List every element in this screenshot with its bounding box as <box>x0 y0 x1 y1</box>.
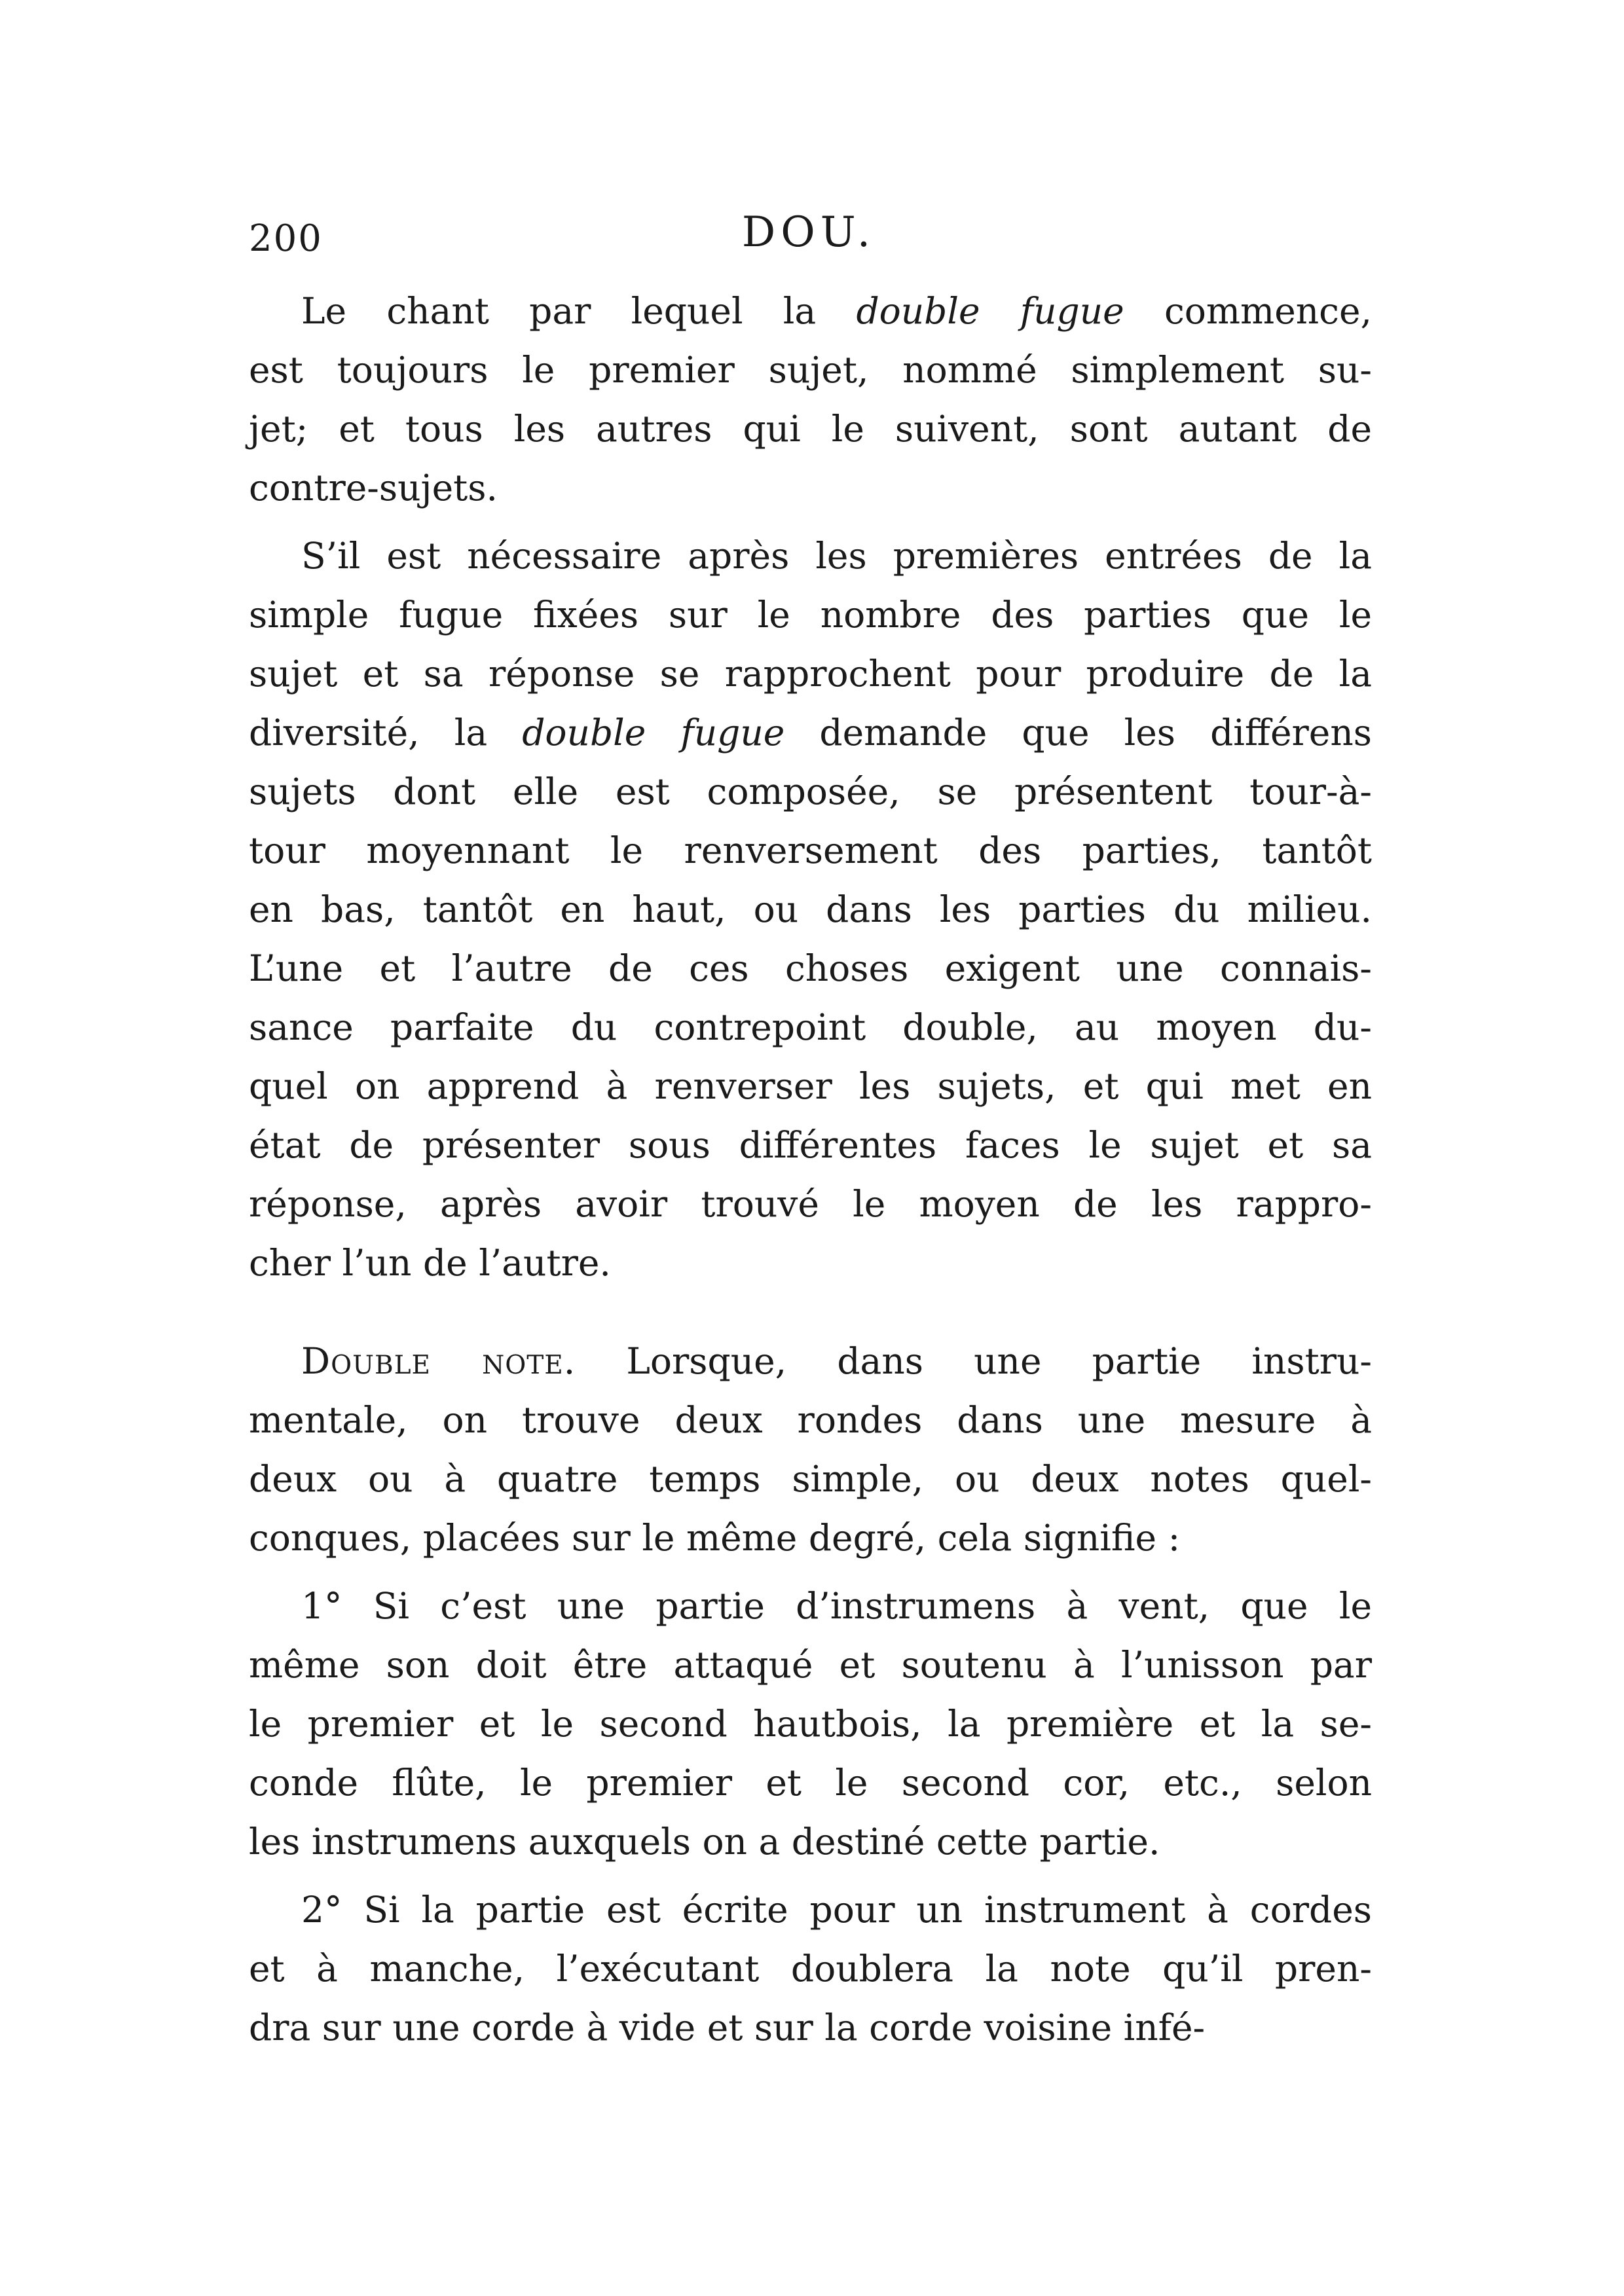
text-line <box>249 1449 1372 1508</box>
text-run: conde flûte, le premier et le second cor, etc., selon <box>249 1762 1372 1804</box>
text-run: sujet et sa réponse se rapprochent pour produire de la <box>249 653 1372 695</box>
text-line <box>249 340 1372 399</box>
text-line <box>249 399 1372 458</box>
text-line <box>249 1116 1372 1175</box>
text-line <box>249 458 1372 517</box>
page-number: 200 <box>249 217 323 260</box>
text-line <box>249 703 1372 762</box>
text-run: deux ou à quatre temps simple, ou deux notes quel- <box>249 1458 1372 1500</box>
text-line <box>249 1508 1372 1567</box>
running-head <box>249 208 1369 267</box>
text-run: état de présenter sous différentes faces le sujet et sa <box>249 1124 1372 1166</box>
text-run: réponse, après avoir trouvé le moyen de les rappro- <box>249 1183 1372 1225</box>
text-run: 1° Si c’est une partie d’instrumens à vent, que le <box>301 1585 1372 1627</box>
text-run: L’une et l’autre de ces choses exigent une connais- <box>249 947 1372 989</box>
text-line <box>249 998 1372 1057</box>
text-run: sujets dont elle est composée, se présentent tour-à- <box>249 771 1372 812</box>
text-run: dra sur une corde à vide et sur la corde voisine infé- <box>249 2007 1206 2049</box>
text-run: tour moyennant le renversement des parties, tantôt <box>249 829 1372 871</box>
text-line <box>249 1233 1372 1292</box>
paragraph-double-fugue-subject <box>249 282 1372 517</box>
text-run: même son doit être attaqué et soutenu à l’unisson par <box>249 1644 1372 1686</box>
text-line <box>249 1812 1372 1871</box>
italic-term: double fugue <box>856 290 1124 332</box>
body-text <box>249 282 1372 2057</box>
text-run: en bas, tantôt en haut, ou dans les parties du milieu. <box>249 888 1372 930</box>
paragraph-double-note-entry <box>249 1332 1372 1567</box>
running-head-word: DOU. <box>741 208 876 257</box>
text-line <box>249 939 1372 998</box>
text-line <box>249 1880 1372 1939</box>
text-line <box>249 585 1372 644</box>
text-line <box>249 1694 1372 1753</box>
text-line <box>249 526 1372 585</box>
text-run: commence, <box>1124 290 1373 332</box>
paragraph-double-fugue-development <box>249 526 1372 1292</box>
text-run: quel on apprend à renverser les sujets, et qui met en <box>249 1065 1372 1107</box>
text-run: le premier et le second hautbois, la première et la se- <box>249 1703 1372 1745</box>
entry-headword: Double note. <box>301 1340 576 1382</box>
text-line <box>249 1998 1372 2057</box>
text-line <box>249 1635 1372 1694</box>
text-run: cher l’un de l’autre. <box>249 1242 611 1284</box>
text-run: est toujours le premier sujet, nommé simplement su- <box>249 349 1372 391</box>
text-run: et à manche, l’exécutant doublera la note qu’il pren- <box>249 1948 1372 1990</box>
paragraph-string-instruments <box>249 1880 1372 2057</box>
text-line <box>249 1391 1372 1449</box>
text-run: Lorsque, dans une partie instru- <box>576 1340 1372 1382</box>
text-run: conques, placées sur le même degré, cela signifie : <box>249 1517 1181 1559</box>
text-line <box>249 282 1372 340</box>
text-line <box>249 1939 1372 1998</box>
text-run: les instrumens auxquels on a destiné cette partie. <box>249 1821 1160 1863</box>
text-run: 2° Si la partie est écrite pour un instrument à cordes <box>301 1889 1372 1931</box>
text-line <box>249 821 1372 880</box>
text-line <box>249 1753 1372 1812</box>
text-run: jet; et tous les autres qui le suivent, sont autant de <box>249 408 1372 450</box>
text-line <box>249 644 1372 703</box>
text-line <box>249 880 1372 939</box>
text-run: sance parfaite du contrepoint double, au moyen du- <box>249 1006 1372 1048</box>
paragraph-wind-instruments <box>249 1576 1372 1871</box>
text-line <box>249 1057 1372 1116</box>
text-line <box>249 1175 1372 1233</box>
text-run: demande que les différens <box>784 712 1372 754</box>
text-line <box>249 762 1372 821</box>
text-run: mentale, on trouve deux rondes dans une mesure à <box>249 1399 1372 1441</box>
text-run: S’il est nécessaire après les premières entrées de la <box>301 535 1372 577</box>
text-line <box>249 1576 1372 1635</box>
text-line <box>249 1332 1372 1391</box>
italic-term: double fugue <box>522 712 785 754</box>
text-run: contre-sujets. <box>249 467 498 509</box>
text-run: Le chant par lequel la <box>301 290 857 332</box>
text-run: diversité, la <box>249 712 523 754</box>
text-run: simple fugue fixées sur le nombre des parties que le <box>249 594 1372 636</box>
